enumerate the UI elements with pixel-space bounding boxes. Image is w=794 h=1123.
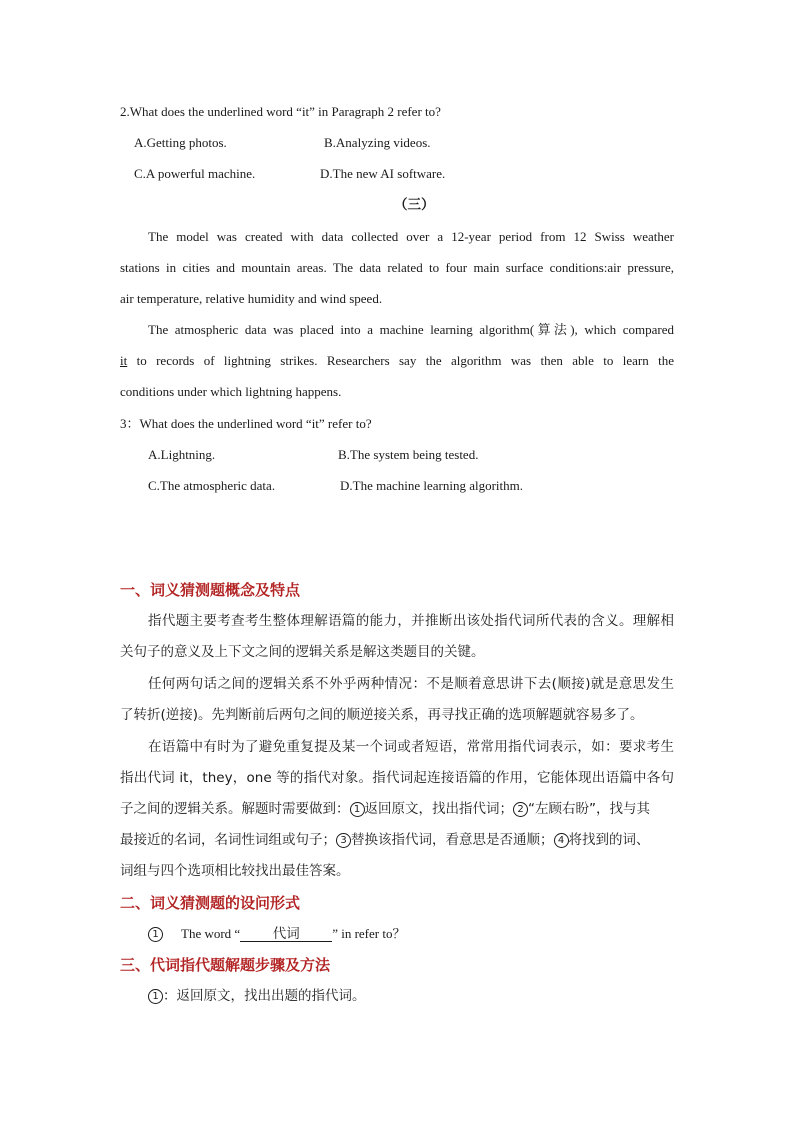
q2-option-a: A.Getting photos. <box>134 135 227 150</box>
heading-concept: 一、词义猜测题概念及特点 <box>120 581 301 599</box>
q3-question: 3：What does the underlined word “it” refer to? <box>120 416 372 431</box>
q3-option-a: A.Lightning. <box>148 447 216 462</box>
section-title: （三） <box>394 197 435 213</box>
circled-number-1: 1 <box>148 927 163 942</box>
para3-line4-part2: 替换该指代词，看意思是否通顺； <box>351 832 554 848</box>
para3-line5: 词组与四个选项相比较找出最佳答案。 <box>120 863 350 879</box>
passage-p1-line2: stations in cities and mountain areas. The data related to four main surface conditions:air pressure, <box>120 260 674 275</box>
heading-question-form: 二、词义猜测题的设问形式 <box>120 894 301 912</box>
circled-number-1: 1 <box>148 989 163 1004</box>
step1-line <box>148 988 366 1004</box>
passage-p2-line1: The atmospheric data was placed into a machine learning algorithm(算法), which compared <box>148 322 674 337</box>
para3-line3-part2: 返回原文，找出指代词； <box>364 801 513 817</box>
para1-line2: 关句子的意义及上下文之间的逻辑关系是解这类题目的关键。 <box>120 644 485 660</box>
para2-line1: 任何两句话之间的逻辑关系不外乎两种情况：不是顺着意思讲下去(顺接)就是意思发生 <box>148 676 674 692</box>
q3-option-c: C.The atmospheric data. <box>148 478 276 493</box>
q2-option-d: D.The new AI software. <box>320 166 446 181</box>
heading-steps: 三、代词指代题解题步骤及方法 <box>120 956 331 974</box>
para3-line1: 在语篇中有时为了避免重复提及某一个词或者短语，常常用指代词表示，如：要求考生 <box>148 739 674 755</box>
passage-p2-line2 <box>120 353 674 369</box>
q2-option-c: C.A powerful machine. <box>134 166 256 181</box>
passage-p2-line2-rest: to records of lightning strikes. Researchers say the algorithm was then able to learn the <box>127 353 674 368</box>
form-suffix: ” in refer to？ <box>332 926 406 941</box>
para3-line4 <box>120 832 650 848</box>
circled-number-3: 3 <box>336 833 351 848</box>
q2-question: 2.What does the underlined word “it” in Paragraph 2 refer to? <box>120 104 441 119</box>
circled-number-1: 1 <box>350 802 365 817</box>
underlined-it: it <box>120 353 128 368</box>
question-form-line <box>148 926 405 942</box>
passage-p1-line3: air temperature, relative humidity and wind speed. <box>120 291 383 306</box>
para3-line2: 指出代词 it，they，one 等的指代对象。指代词起连接语篇的作用，它能体现出语篇中各句 <box>120 770 674 786</box>
passage-p2-line3: conditions under which lightning happens. <box>120 384 342 399</box>
form-prefix: The word “ <box>181 926 241 941</box>
para3-line4-part3: 将找到的词、 <box>568 832 650 848</box>
para1-line1: 指代题主要考查考生整体理解语篇的能力，并推断出该处指代词所代表的含义。理解相 <box>148 613 674 629</box>
step1-text: ：返回原文，找出出题的指代词。 <box>163 988 366 1004</box>
para3-line3 <box>120 801 650 817</box>
q3-option-b: B.The system being tested. <box>338 447 479 462</box>
para3-line4-part1: 最接近的名词，名词性词组或句子； <box>120 832 336 848</box>
para3-line3-part3: “左顾右盼”，找与其 <box>528 801 650 817</box>
circled-number-4: 4 <box>554 833 569 848</box>
q3-option-d: D.The machine learning algorithm. <box>340 478 524 493</box>
passage-p1-line1: The model was created with data collected over a 12-year period from 12 Swiss weather <box>148 229 674 244</box>
para2-line2: 了转折(逆接)。先判断前后两句之间的顺逆接关系，再寻找正确的选项解题就容易多了。 <box>120 707 644 723</box>
para3-line3-part1: 子之间的逻辑关系。解题时需要做到： <box>120 801 350 817</box>
q2-option-b: B.Analyzing videos. <box>324 135 431 150</box>
circled-number-2: 2 <box>513 802 528 817</box>
form-blank: 代词 <box>240 927 332 942</box>
